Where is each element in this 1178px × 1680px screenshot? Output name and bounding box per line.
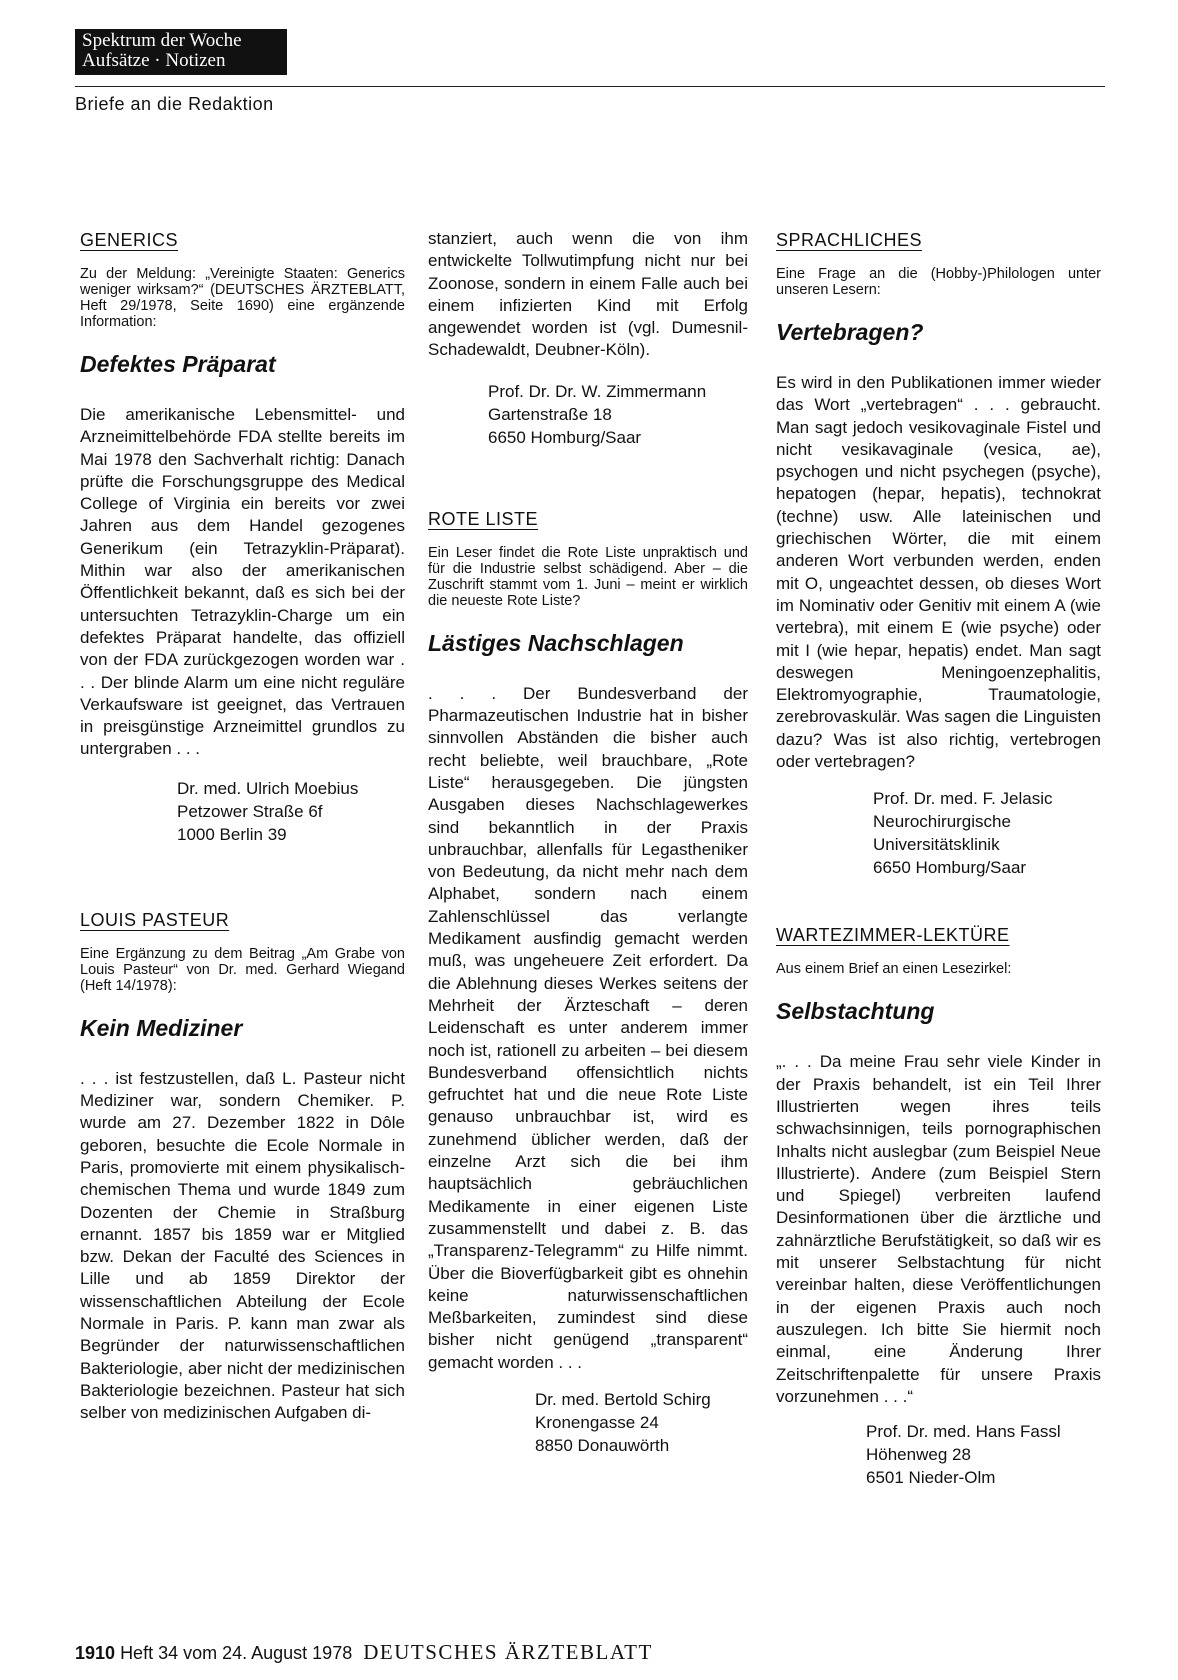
signature-line: 8850 Donauwörth <box>535 1435 670 1455</box>
section-header-box <box>75 29 287 75</box>
section-heading-sprachliches: SPRACHLICHES <box>776 230 923 250</box>
signature <box>177 777 405 846</box>
section-heading-wartezimmer: WARTEZIMMER-LEKTÜRE <box>776 925 1010 946</box>
signature-line: Höhenweg 28 <box>866 1445 971 1465</box>
signature <box>873 787 1101 879</box>
article-title: Vertebragen? <box>776 319 924 345</box>
section-heading-rote-liste: ROTE LISTE <box>428 508 539 529</box>
page-footer <box>75 1640 653 1665</box>
signature-line: 6650 Homburg/Saar <box>488 427 642 447</box>
section-intro: Ein Leser findet die Rote Liste unpraktisch und für die Industrie selbst schädigend. Aber – die Zuschrift stammt vom 1. Juni – meint er wirklich die neueste Rote Liste? <box>428 544 748 609</box>
signature-line: Prof. Dr. Dr. W. Zimmermann <box>488 381 707 401</box>
section-intro: Eine Frage an die (Hobby-)Philologen unter unseren Lesern: <box>776 266 1101 298</box>
column-left <box>80 228 405 1425</box>
article-title: Selbstachtung <box>776 998 935 1025</box>
signature-line: Universitätsklinik <box>873 835 1000 855</box>
issue-info: Heft 34 vom 24. August 1978 <box>120 1643 353 1663</box>
article-body: Es wird in den Publikationen immer wieder das Wort „vertebragen“ . . . gebraucht. Man sagt jedoch vesikovaginale Fistel und nicht vesikavaginale (vesica, ae), psychogen und nicht psychegen (psyche), hepatogen (hepar, hepatis), technokrat (techne) usw. Alle lateinischen und griechischen Wörter, die mit einem anderen Wort verbunden werden, enden mit O, ungeachtet dessen, ob dieses Wort im Nominativ oder Genitiv mit einem A (wie vertebra), mit einem E (wie psyche) oder mit I (wie hepar, hepatis) endet. Man sagt deswegen Meningoenzephalitis, Elektromyographie, Traumatologie, zerebrovaskulär. Was sagen die Linguisten dazu? Was ist also richtig, vertebrogen oder vertebragen? <box>776 373 1101 772</box>
page-subheader: Briefe an die Redaktion <box>75 94 274 114</box>
section-heading-pasteur: LOUIS PASTEUR <box>80 909 230 930</box>
page-number: 1910 <box>75 1643 116 1663</box>
section-header-line1: Spektrum der Woche <box>82 30 242 51</box>
signature <box>866 1420 1101 1489</box>
signature-line: Dr. med. Bertold Schirg <box>535 1389 711 1409</box>
article-body: Die amerikanische Lebensmittel- und Arzneimittelbehörde FDA stellte bereits im Mai 1978 den Sachverhalt richtig: Danach prüfte die Forschungsgruppe des Medical College of Virginia ein bereits vor zwei Jahren aus dem Handel gezogenes Generikum (ein Tetrazyklin-Präparat). Mithin war also der amerikanischen Öffentlichkeit bekannt, daß es sich bei der untersuchten Tetrazyklin-Charge um ein defektes Präparat handelte, das offiziell von der FDA zurückgezogen worden war . . . Der blinde Alarm um eine nicht reguläre Verkaufsware ist geeignet, das Vertrauen in preisgünstige Arzneimittel grundlos zu untergraben . . . <box>80 405 405 759</box>
section-intro: Zu der Meldung: „Vereinigte Staaten: Generics weniger wirksam?“ (DEUTSCHES ÄRZTEBLATT, Heft 29/1978, Seite 1690) eine ergänzende Information: <box>80 266 405 330</box>
header-rule <box>75 86 1105 87</box>
signature-line: Gartenstraße 18 <box>488 404 612 424</box>
signature-line: Prof. Dr. med. F. Jelasic <box>873 789 1053 809</box>
signature <box>488 380 748 449</box>
signature-line: Prof. Dr. med. Hans Fassl <box>866 1422 1061 1442</box>
signature-line: Petzower Straße 6f <box>177 801 323 821</box>
article-body: . . . Der Bundesverband der Pharmazeutischen Industrie hat in bisher sinnvollen Abständen die bisher auch recht beliebte, weil brauchbare, „Rote Liste“ herausgegeben. Die jüngsten Ausgaben dieses Nachschlagewerkes sind bekanntlich in der Praxis unbrauchbar, allenfalls für Legastheniker von Bedeutung, da nicht mehr nach dem Alphabet, sondern nach einem Zahlenschlüssel das verlangte Medikament ausfindig gemacht werden muß, was ungeheuere Zeit erfordert. Da die Ablehnung dieses Werkes seitens der Mehrheit der Ärzteschaft – deren Leidenschaft es unter anderem immer noch ist, rationell zu arbeiten – bei diesem Bundesverband offensichtlich nichts gefruchtet hat und die neue Rote Liste genauso unbrauchbar ist, wird es zunehmend üblicher werden, daß der einzelne Arzt sich die bei ihm hauptsächlich gebräuchlichen Medikamente in einer eigenen Liste zusammenstellt und dabei z. B. das „Transparenz-Telegramm“ zu Hilfe nimmt. Über die Bioverfügbarkeit gibt es ohnehin keine naturwissenschaftlichen Meßbarkeiten, zumindest sind diese bisher nicht genügend „transparent“ gemacht worden . . . <box>428 683 748 1372</box>
signature <box>535 1388 748 1457</box>
article-title: Lästiges Nachschlagen <box>428 629 684 656</box>
section-intro: Aus einem Brief an einen Lesezirkel: <box>776 961 1012 978</box>
column-right <box>776 228 1101 1489</box>
article-title: Defektes Präparat <box>80 351 276 377</box>
section-intro: Eine Ergänzung zu dem Beitrag „Am Grabe von Louis Pasteur“ von Dr. med. Gerhard Wiegand (Heft 14/1978): <box>80 945 405 994</box>
signature-line: Kronengasse 24 <box>535 1412 659 1432</box>
signature-line: 6501 Nieder-Olm <box>866 1468 996 1488</box>
magazine-name: DEUTSCHES ÄRZTEBLATT <box>363 1640 653 1664</box>
article-title: Kein Mediziner <box>80 1014 243 1041</box>
section-header-line2: Aufsätze · Notizen <box>82 50 226 71</box>
signature-line: Dr. med. Ulrich Moebius <box>177 778 359 798</box>
signature-line: 6650 Homburg/Saar <box>873 858 1027 878</box>
section-heading-generics: GENERICS <box>80 230 179 250</box>
article-body-continued: stanziert, auch wenn die von ihm entwickelte Tollwutimpfung nicht nur bei Zoonose, sondern in einem Falle auch bei einem infizierten Kind mit Erfolg angewendet worden ist (vgl. Dumesnil-Schadewaldt, Deubner-Köln). <box>428 229 748 360</box>
signature-line: 1000 Berlin 39 <box>177 824 287 844</box>
signature-line: Neurochirurgische <box>873 812 1011 832</box>
column-middle <box>428 228 748 1457</box>
article-body: . . . ist festzustellen, daß L. Pasteur nicht Mediziner war, sondern Chemiker. P. wurde am 27. Dezember 1822 in Dôle geboren, besuchte die Ecole Normale in Paris, promovierte mit einem physikalisch-chemischen Thema und wurde 1849 zum Dozenten der Chemie in Straßburg ernannt. 1857 bis 1859 war er Mitglied bzw. Dekan der Faculté des Sciences in Lille und ab 1859 Direktor der wissenschaftlichen Abteilung der Ecole Normale in Paris. P. kann man zwar als Begründer der naturwissenschaftlichen Bakteriologie, aber nicht der medizinischen Bakteriologie bezeichnen. Pasteur hat sich selber von medizinischen Aufgaben di- <box>80 1068 405 1423</box>
article-body: „. . . Da meine Frau sehr viele Kinder in der Praxis behandelt, ist ein Teil Ihrer Illustrierten wegen ihres teils schwachsinnigen, teils pornographischen Inhalts nicht auslegbar (zum Beispiel Neue Illustrierte). Andere (zum Beispiel Stern und Spiegel) verbreiten laufend Desinformationen über die ärztliche und zahnärztliche Berufstätigkeit, so daß wir es mit unserer Selbstachtung für nicht vereinbar halten, diese Veröffentlichungen in der eigenen Praxis auch noch auszulegen. Ich bitte Sie hiermit noch einmal, eine Änderung Ihrer Zeitschriftenpalette für unsere Praxis vorzunehmen . . .“ <box>776 1052 1101 1406</box>
